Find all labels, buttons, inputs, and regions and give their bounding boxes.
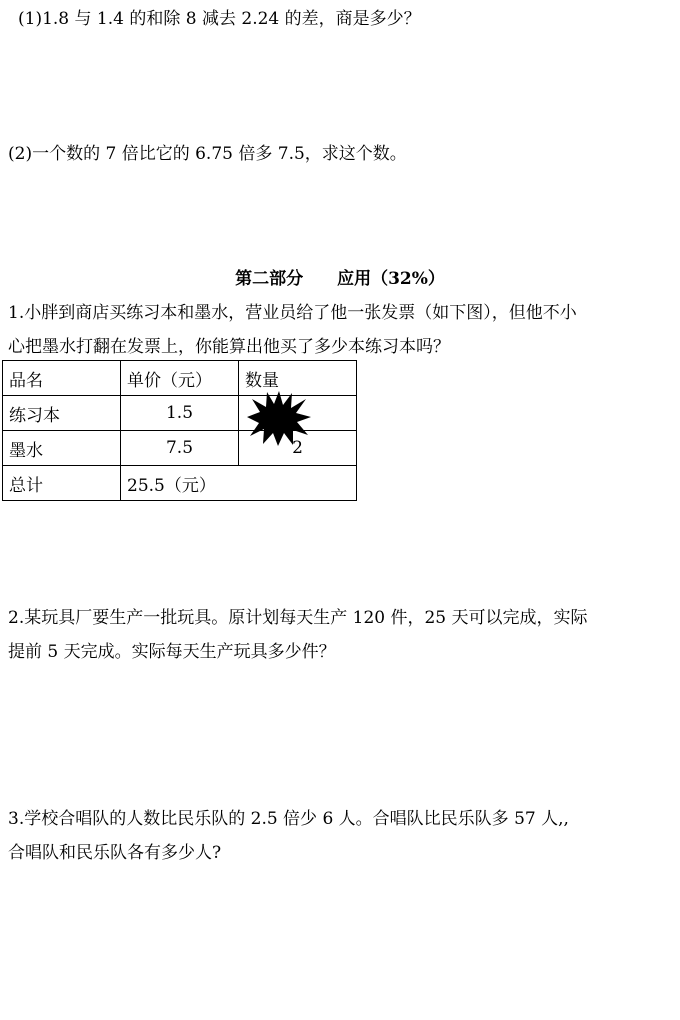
- problem-3-line-2: 合唱队和民乐队各有多少人?: [8, 843, 222, 863]
- section-title: 第二部分 应用（32%）: [235, 269, 445, 289]
- question-1-part-1: (1)1.8 与 1.4 的和除 8 减去 2.24 的差，商是多少？: [18, 9, 421, 29]
- question-1-part-2: (2)一个数的 7 倍比它的 6.75 倍多 7.5，求这个数。: [8, 144, 407, 164]
- problem-3-line-1: 3.学校合唱队的人数比民乐队的 2.5 倍少 6 人。合唱队比民乐队多 57 人,,: [8, 809, 569, 829]
- row-price: 1.5: [121, 396, 239, 431]
- row-price: 7.5: [121, 431, 239, 466]
- row-quantity: 2: [239, 431, 357, 466]
- problem-1-line-1: 1.小胖到商店买练习本和墨水，营业员给了他一张发票（如下图），但他不小: [8, 303, 577, 323]
- problem-1-line-2: 心把墨水打翻在发票上，你能算出他买了多少本练习本吗？: [8, 337, 450, 357]
- problem-2-line-1: 2.某玩具厂要生产一批玩具。原计划每天生产 120 件，25 天可以完成，实际: [8, 608, 588, 628]
- header-quantity: 数量: [239, 361, 357, 396]
- header-unit-price: 单价（元）: [121, 361, 239, 396]
- row-name: 练习本: [3, 396, 121, 431]
- ink-blot-icon: [246, 389, 312, 447]
- header-item-name: 品名: [3, 361, 121, 396]
- row-name: 墨水: [3, 431, 121, 466]
- problem-2-line-2: 提前 5 天完成。实际每天生产玩具多少件？: [8, 642, 336, 662]
- table-total-row: [3, 466, 357, 501]
- total-label: 总计: [3, 466, 121, 501]
- total-value: 25.5（元）: [121, 466, 357, 501]
